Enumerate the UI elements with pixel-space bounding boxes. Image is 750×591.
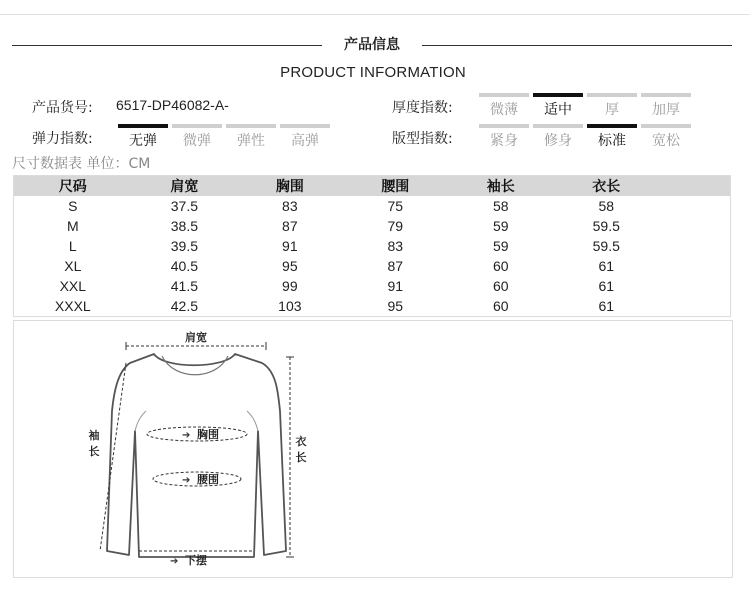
elasticity-label: 弹力指数: bbox=[32, 131, 93, 147]
cell-chest: 103 bbox=[278, 298, 302, 314]
cell-sleeve: 60 bbox=[492, 278, 509, 294]
cell-shoulder: 38.5 bbox=[170, 218, 198, 234]
hem-arrow-icon: ➔ bbox=[170, 556, 179, 567]
table-row bbox=[14, 296, 731, 317]
page-subtitle: PRODUCT INFORMATION bbox=[280, 64, 466, 81]
cell-shoulder: 40.5 bbox=[170, 258, 198, 274]
armhole-right bbox=[247, 411, 258, 431]
elasticity-option-slight: 微弹 bbox=[172, 124, 222, 148]
header-sleeve: 袖长 bbox=[448, 176, 553, 197]
thickness-label: 厚度指数: bbox=[392, 100, 453, 116]
cell-chest: 95 bbox=[282, 258, 298, 274]
sleeve-label-2: 长 bbox=[88, 445, 100, 458]
fit-option-standard: 标准 bbox=[587, 124, 637, 148]
cell-spacer bbox=[659, 256, 731, 276]
elasticity-option-high: 高弹 bbox=[280, 124, 330, 148]
cell-size: M bbox=[66, 218, 79, 234]
cell-sleeve: 58 bbox=[492, 198, 509, 214]
elasticity-option-none: 无弹 bbox=[118, 124, 168, 148]
fit-option-tight: 紧身 bbox=[479, 124, 529, 148]
cell-waist: 79 bbox=[387, 218, 404, 234]
shirt-outline bbox=[107, 354, 286, 557]
waist-label: 腰围 bbox=[197, 473, 219, 486]
header-length: 衣长 bbox=[554, 176, 659, 197]
elasticity-option-elastic: 弹性 bbox=[226, 124, 276, 148]
chest-label: 胸围 bbox=[197, 428, 219, 441]
cell-length: 59.5 bbox=[592, 238, 620, 254]
cell-waist: 95 bbox=[387, 298, 404, 314]
cell-size: XL bbox=[64, 258, 82, 274]
cell-waist: 87 bbox=[387, 258, 404, 274]
cell-spacer bbox=[659, 296, 731, 317]
cell-size: S bbox=[68, 198, 78, 214]
header-waist: 腰围 bbox=[343, 176, 448, 197]
cell-shoulder: 39.5 bbox=[170, 238, 198, 254]
cell-sleeve: 60 bbox=[492, 258, 509, 274]
fit-option-slim: 修身 bbox=[533, 124, 583, 148]
cell-sleeve: 59 bbox=[492, 238, 509, 254]
fit-label: 版型指数: bbox=[392, 131, 453, 147]
cell-length: 61 bbox=[598, 258, 615, 274]
section-title bbox=[12, 34, 732, 54]
tshirt-measure-illustration bbox=[14, 321, 732, 577]
cell-waist: 91 bbox=[387, 278, 404, 294]
waist-arrow-icon: ➔ bbox=[182, 475, 191, 486]
thickness-scale bbox=[479, 93, 691, 117]
cell-waist: 75 bbox=[387, 198, 404, 214]
cell-length: 61 bbox=[598, 298, 615, 314]
header-chest: 胸围 bbox=[237, 176, 342, 197]
size-table-body bbox=[14, 196, 731, 317]
cell-spacer bbox=[659, 216, 731, 236]
thickness-option-thick: 厚 bbox=[587, 93, 637, 117]
product-code-value: 6517-DP46082-A- bbox=[116, 97, 229, 113]
table-row bbox=[14, 256, 731, 276]
header-size: 尺码 bbox=[14, 176, 132, 197]
cell-chest: 87 bbox=[282, 218, 298, 234]
cell-chest: 99 bbox=[282, 278, 298, 294]
hem-label: 下摆 bbox=[185, 554, 207, 567]
thickness-option-thin: 微薄 bbox=[479, 93, 529, 117]
chest-arrow-icon: ➔ bbox=[182, 430, 191, 441]
cell-chest: 91 bbox=[282, 238, 298, 254]
table-row bbox=[14, 276, 731, 296]
thickness-option-extra-thick: 加厚 bbox=[641, 93, 691, 117]
size-table bbox=[13, 175, 731, 317]
cell-shoulder: 41.5 bbox=[170, 278, 198, 294]
table-row bbox=[14, 216, 731, 236]
size-unit-caption: 尺寸数据表 单位：CM bbox=[12, 156, 151, 172]
shoulder-label: 肩宽 bbox=[185, 331, 207, 344]
cell-size: L bbox=[68, 238, 77, 254]
cell-spacer bbox=[659, 196, 731, 216]
cell-chest: 83 bbox=[282, 198, 298, 214]
length-label-2: 长 bbox=[295, 451, 307, 464]
cell-waist: 83 bbox=[387, 238, 404, 254]
header-shoulder: 肩宽 bbox=[132, 176, 237, 197]
sleeve-measure-line bbox=[100, 363, 126, 551]
size-table-header bbox=[14, 176, 731, 197]
cell-length: 59.5 bbox=[592, 218, 620, 234]
header-spacer bbox=[659, 176, 731, 197]
elasticity-scale bbox=[118, 124, 330, 148]
cell-shoulder: 37.5 bbox=[170, 198, 198, 214]
cell-size: XXXL bbox=[54, 298, 91, 314]
cell-sleeve: 59 bbox=[492, 218, 509, 234]
title-rule-right bbox=[422, 45, 732, 46]
thickness-option-medium: 适中 bbox=[533, 93, 583, 117]
length-label-1: 衣 bbox=[295, 435, 307, 448]
cell-size: XXL bbox=[59, 278, 87, 294]
product-code-label: 产品货号: bbox=[32, 100, 93, 116]
armhole-left bbox=[135, 411, 146, 431]
cell-sleeve: 60 bbox=[492, 298, 509, 314]
cell-length: 58 bbox=[598, 198, 615, 214]
table-row bbox=[14, 196, 731, 216]
fit-option-loose: 宽松 bbox=[641, 124, 691, 148]
fit-scale bbox=[479, 124, 691, 148]
page-title: 产品信息 bbox=[344, 37, 400, 53]
cell-length: 61 bbox=[598, 278, 615, 294]
cell-spacer bbox=[659, 236, 731, 256]
measurement-diagram bbox=[13, 320, 733, 578]
top-divider bbox=[0, 14, 750, 15]
cell-shoulder: 42.5 bbox=[170, 298, 198, 314]
cell-spacer bbox=[659, 276, 731, 296]
table-row bbox=[14, 236, 731, 256]
sleeve-label-1: 袖 bbox=[88, 429, 100, 442]
title-rule-left bbox=[12, 45, 322, 46]
